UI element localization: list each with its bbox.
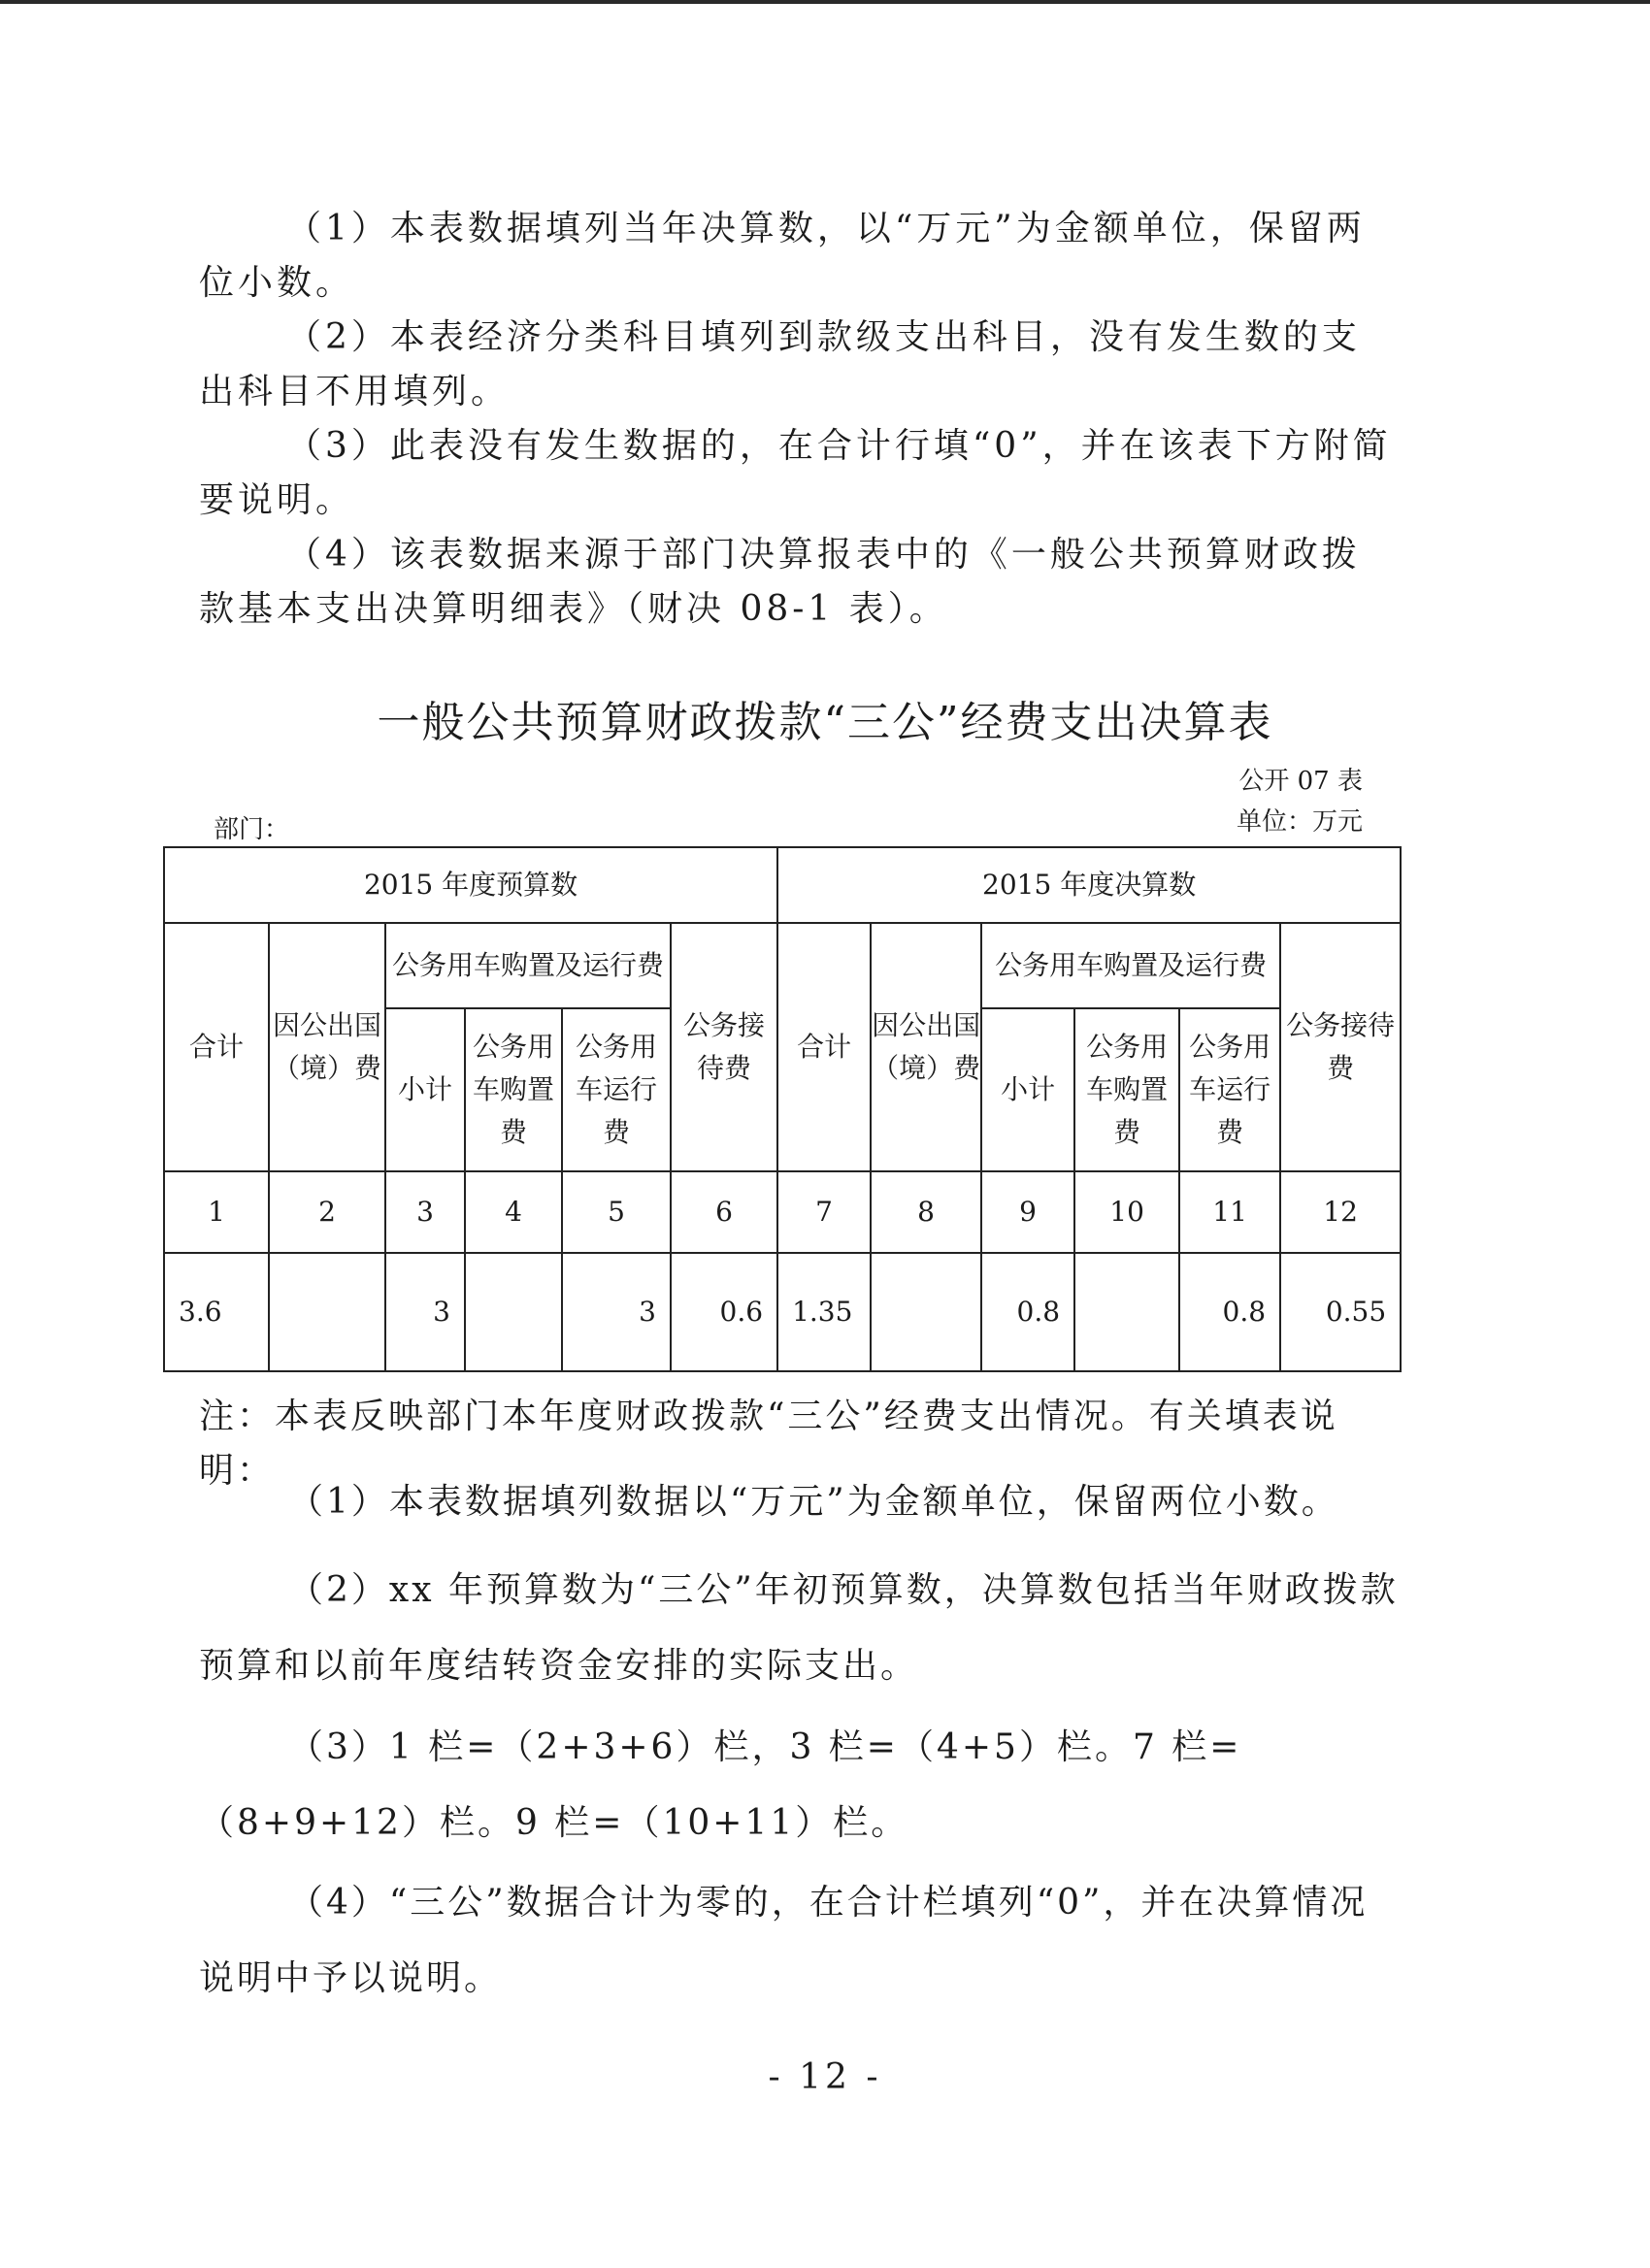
intro-note-4: （4）该表数据来源于部门决算报表中的《一般公共预算财政拨款基本支出决算明细表》（财决 08-1 表）。 [199, 535, 1361, 629]
note-1: （1）本表数据填列数据以“万元”为金额单位，保留两位小数。 [288, 1482, 1339, 1522]
final-header: 2015 年度决算数 [777, 847, 1401, 923]
budget-total-header: 合计 [164, 923, 269, 1171]
final-vehicle-group-header: 公务用车购置及运行费 [981, 923, 1280, 1008]
col-number: 5 [562, 1171, 671, 1253]
note-2: （2）xx 年预算数为“三公”年初预算数，决算数包括当年财政拨款预算和以前年度结转资金安排的实际支出。 [199, 1570, 1399, 1686]
col-number: 11 [1179, 1171, 1280, 1253]
budget-reception-header: 公务接待费 [671, 923, 777, 1171]
col-number: 10 [1074, 1171, 1179, 1253]
budget-header: 2015 年度预算数 [164, 847, 777, 923]
col-number: 8 [871, 1171, 981, 1253]
header-row-2 [164, 923, 1401, 1008]
notes-heading: 注：本表反映部门本年度财政拨款“三公”经费支出情况。有关填表说明： [199, 1397, 1338, 1491]
value-cell: 3 [385, 1253, 465, 1371]
unit-label: 单位：万元 [1236, 807, 1363, 837]
col-number: 12 [1280, 1171, 1401, 1253]
intro-note-1: （1）本表数据填列当年决算数，以“万元”为金额单位，保留两位小数。 [199, 209, 1366, 303]
table-code: 公开 07 表 [1238, 767, 1363, 796]
col-number: 4 [465, 1171, 562, 1253]
value-cell: 1.35 [777, 1253, 871, 1371]
col-number: 1 [164, 1171, 269, 1253]
note-4: （4）“三公”数据合计为零的，在合计栏填列“0”，并在决算情况说明中予以说明。 [199, 1883, 1369, 1998]
value-cell [465, 1253, 562, 1371]
budget-subtotal-header: 小计 [385, 1008, 465, 1171]
header-row-1 [164, 847, 1401, 923]
budget-abroad-header: 因公出国（境）费 [269, 923, 385, 1171]
value-cell [269, 1253, 385, 1371]
column-number-row [164, 1171, 1401, 1253]
value-cell: 0.6 [671, 1253, 777, 1371]
col-number: 3 [385, 1171, 465, 1253]
final-subtotal-header: 小计 [981, 1008, 1074, 1171]
intro-note-2: （2）本表经济分类科目填列到款级支出科目，没有发生数的支出科目不用填列。 [199, 317, 1361, 411]
budget-vehicle-group-header: 公务用车购置及运行费 [385, 923, 671, 1008]
value-cell: 3 [562, 1253, 671, 1371]
value-cell: 0.55 [1280, 1253, 1401, 1371]
budget-purchase-header: 公务用车购置费 [465, 1008, 562, 1171]
final-abroad-header: 因公出国（境）费 [871, 923, 981, 1171]
value-cell [871, 1253, 981, 1371]
budget-operation-header: 公务用车运行费 [562, 1008, 671, 1171]
three-public-expenses-table [163, 846, 1402, 1372]
scan-top-edge [0, 0, 1650, 4]
intro-note-3: （3）此表没有发生数据的，在合计行填“0”，并在该表下方附简要说明。 [199, 426, 1392, 520]
col-number: 2 [269, 1171, 385, 1253]
page-number: - 12 - [768, 2057, 882, 2097]
note-3: （3）1 栏=（2+3+6）栏，3 栏=（4+5）栏。7 栏=（8+9+12）栏。9 栏=（10+11）栏。 [199, 1727, 1242, 1843]
col-number: 6 [671, 1171, 777, 1253]
table-title: 一般公共预算财政拨款“三公”经费支出决算表 [377, 698, 1273, 747]
department-label: 部门： [214, 815, 290, 844]
value-cell: 0.8 [981, 1253, 1074, 1371]
value-row [164, 1253, 1401, 1371]
col-number: 9 [981, 1171, 1074, 1253]
value-cell: 0.8 [1179, 1253, 1280, 1371]
final-total-header: 合计 [777, 923, 871, 1171]
value-cell [1074, 1253, 1179, 1371]
value-cell: 3.6 [164, 1253, 269, 1371]
final-reception-header: 公务接待费 [1280, 923, 1401, 1171]
final-operation-header: 公务用车运行费 [1179, 1008, 1280, 1171]
col-number: 7 [777, 1171, 871, 1253]
final-purchase-header: 公务用车购置费 [1074, 1008, 1179, 1171]
